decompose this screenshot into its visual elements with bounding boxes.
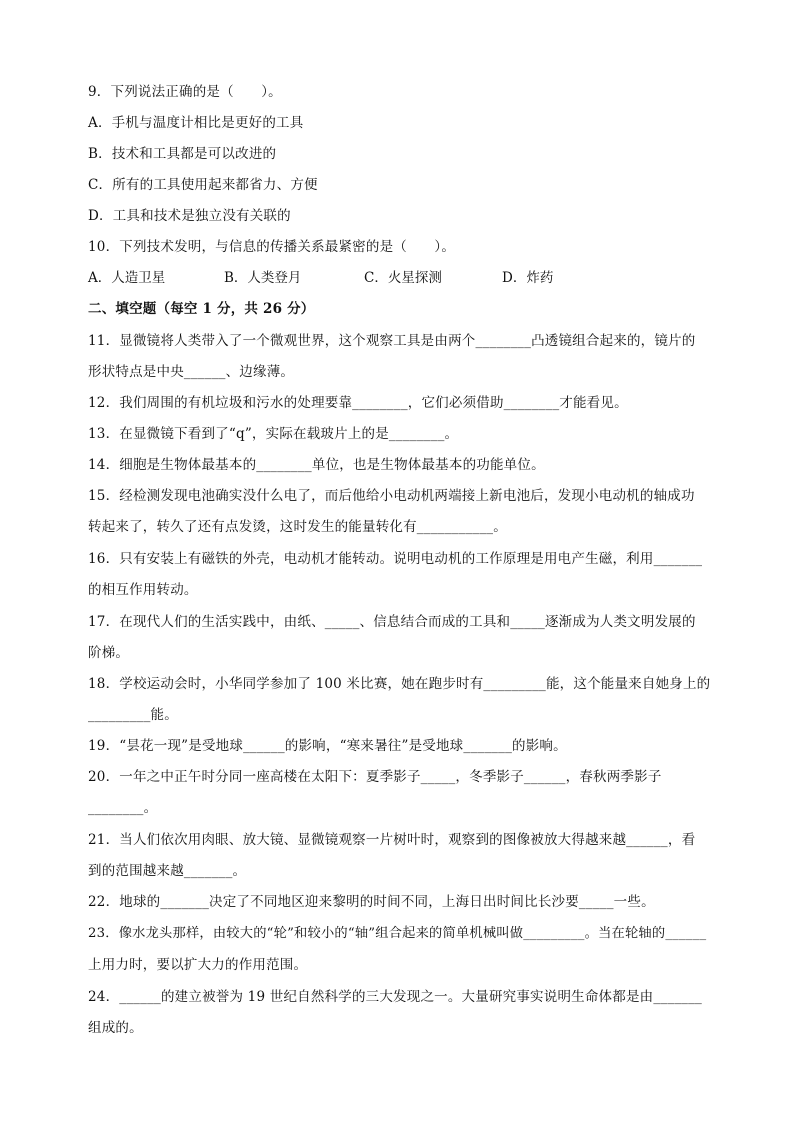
q10-option-b: B．人类登月	[224, 270, 302, 286]
q9-option-b: B．技术和工具都是可以改进的	[88, 146, 277, 162]
question-24-line-2: 组成的。	[88, 1020, 143, 1036]
question-17-line-1: 17．在现代人们的生活实践中，由纸、_____、信息结合而成的工具和_____逐渐成为人类文明发展的	[88, 614, 696, 630]
question-11-line-2: 形状特点是中央______、边缘薄。	[88, 364, 295, 380]
question-13: 13．在显微镜下看到了“q”，实际在载玻片上的是________。	[88, 426, 459, 442]
q9-option-a: A．手机与温度计相比是更好的工具	[88, 115, 304, 131]
question-18-line-2: _________能。	[88, 707, 178, 723]
question-15-line-1: 15．经检测发现电池确实没什么电了，而后他给小电动机两端接上新电池后，发现小电动机的轴成功	[88, 488, 695, 504]
question-22: 22．地球的_______决定了不同地区迎来黎明的时间不同，上海日出时间比长沙要_____一些。	[88, 894, 655, 910]
question-18-line-1: 18．学校运动会时，小华同学参加了 100 米比赛，她在跑步时有_________能，这个能量来自她身上的	[88, 676, 711, 692]
question-16-line-2: 的相互作用转动。	[88, 582, 198, 598]
question-21-line-2: 到的范围越来越_______。	[88, 863, 247, 879]
question-11-line-1: 11．显微镜将人类带入了一个微观世界，这个观察工具是由两个________凸透镜组合起来的，镜片的	[88, 333, 696, 349]
question-20-line-2: ________。	[88, 800, 158, 816]
question-14: 14．细胞是生物体最基本的________单位，也是生物体最基本的功能单位。	[88, 457, 545, 473]
question-21-line-1: 21．当人们依次用肉眼、放大镜、显微镜观察一片树叶时，观察到的图像被放大得越来越______，看	[88, 832, 696, 848]
question-20-line-1: 20．一年之中正午时分同一座高楼在太阳下：夏季影子_____，冬季影子______，春秋两季影子	[88, 769, 662, 785]
question-23-line-1: 23．像水龙头那样，由较大的“轮”和较小的“轴”组合起来的简单机械叫做_________。当在轮轴的______	[88, 926, 707, 941]
q9-option-c: C．所有的工具使用起来都省力、方便	[88, 177, 318, 193]
question-23-line-2: 上用力时，要以扩大力的作用范围。	[88, 957, 308, 973]
question-9: 9．下列说法正确的是（ ）。	[88, 84, 282, 100]
question-12: 12．我们周围的有机垃圾和污水的处理要靠________，它们必须借助________才能看见。	[88, 395, 628, 411]
question-15-line-2: 转起来了，转久了还有点发烫，这时发生的能量转化有___________。	[88, 519, 507, 535]
q10-option-c: C．火星探测	[364, 270, 442, 286]
section-title: 二、填空题（每空 1 分，共 26 分）	[88, 301, 315, 317]
q9-option-d: D．工具和技术是独立没有关联的	[88, 208, 291, 224]
question-10: 10．下列技术发明，与信息的传播关系最紧密的是（ ）。	[88, 239, 456, 255]
question-16-line-1: 16．只有安装上有磁铁的外壳，电动机才能转动。说明电动机的工作原理是用电产生磁，利用_______	[88, 551, 703, 567]
question-19: 19．“昙花一现”是受地球______的影响，“寒来暑往”是受地球_______的影响。	[88, 738, 567, 754]
question-24-line-1: 24．______的建立被誉为 19 世纪自然科学的三大发现之一。大量研究事实说明生命体都是由_______	[88, 989, 702, 1005]
q10-option-a: A．人造卫星	[88, 270, 166, 286]
question-17-line-2: 阶梯。	[88, 645, 130, 661]
q10-option-d: D．炸药	[502, 270, 554, 286]
